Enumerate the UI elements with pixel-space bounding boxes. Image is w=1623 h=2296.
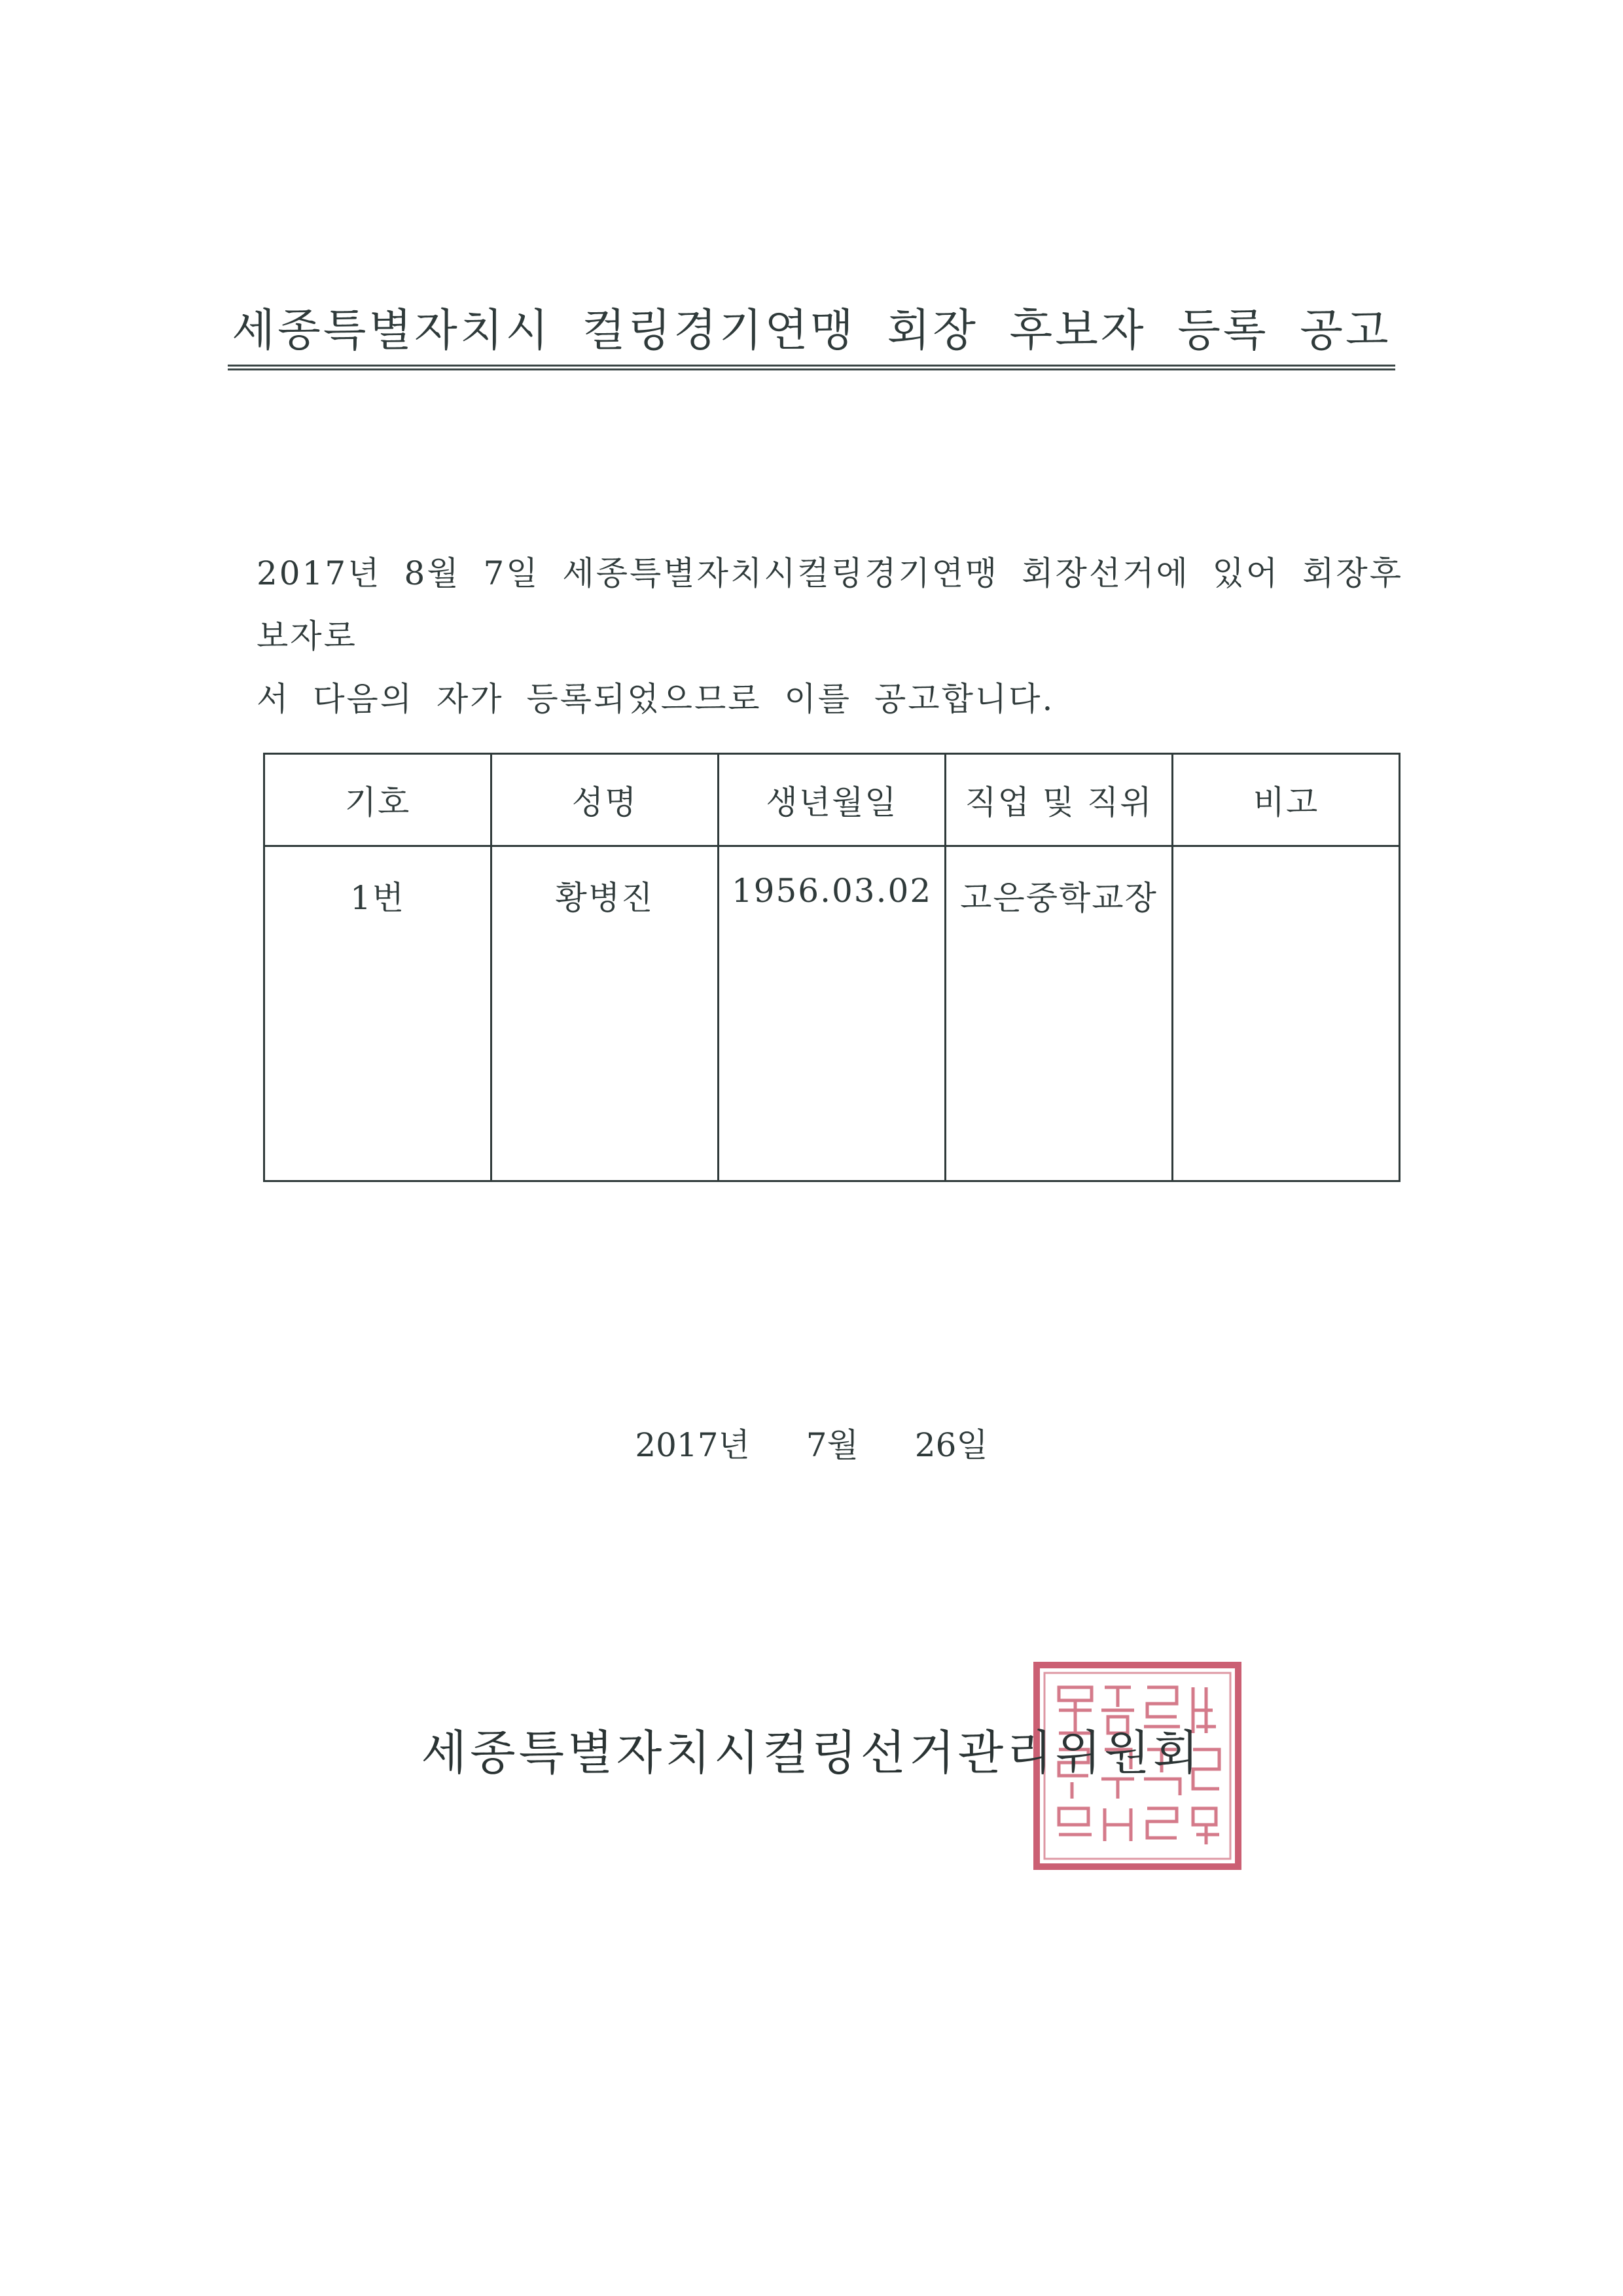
announcement-date: 2017년 7월 26일 [635,1426,988,1464]
header-occupation: 직업 및 직위 [946,754,1173,846]
candidate-table [263,753,1400,1182]
announcement-line-2: 서 다음의 자가 등록되었으므로 이를 공고합니다. [257,680,1055,718]
issuing-organization: 세종특별자치시컬링선거관리위원회 [421,1725,1202,1780]
cell-occupation: 고은중학교장 [946,846,1173,1181]
cell-name: 황병진 [491,846,719,1181]
cell-birthdate: 1956.03.02 [719,846,946,1181]
announcement-body [257,542,1435,730]
header-symbol: 기호 [264,754,491,846]
announcement-line-1: 2017년 8월 7일 세종특별자치시컬링경기연맹 회장선거에 있어 회장후보자로 [257,554,1404,655]
header-remarks: 비고 [1173,754,1400,846]
cell-remarks [1173,846,1400,1181]
table-row [264,846,1400,1181]
header-birthdate: 생년월일 [719,754,946,846]
table-header-row [264,754,1400,846]
document-title [0,304,1623,370]
cell-symbol: 1번 [264,846,491,1181]
document-title-text: 세종특별자치시 컬링경기연맹 회장 후보자 등록 공고 [228,304,1395,370]
header-name: 성명 [491,754,719,846]
